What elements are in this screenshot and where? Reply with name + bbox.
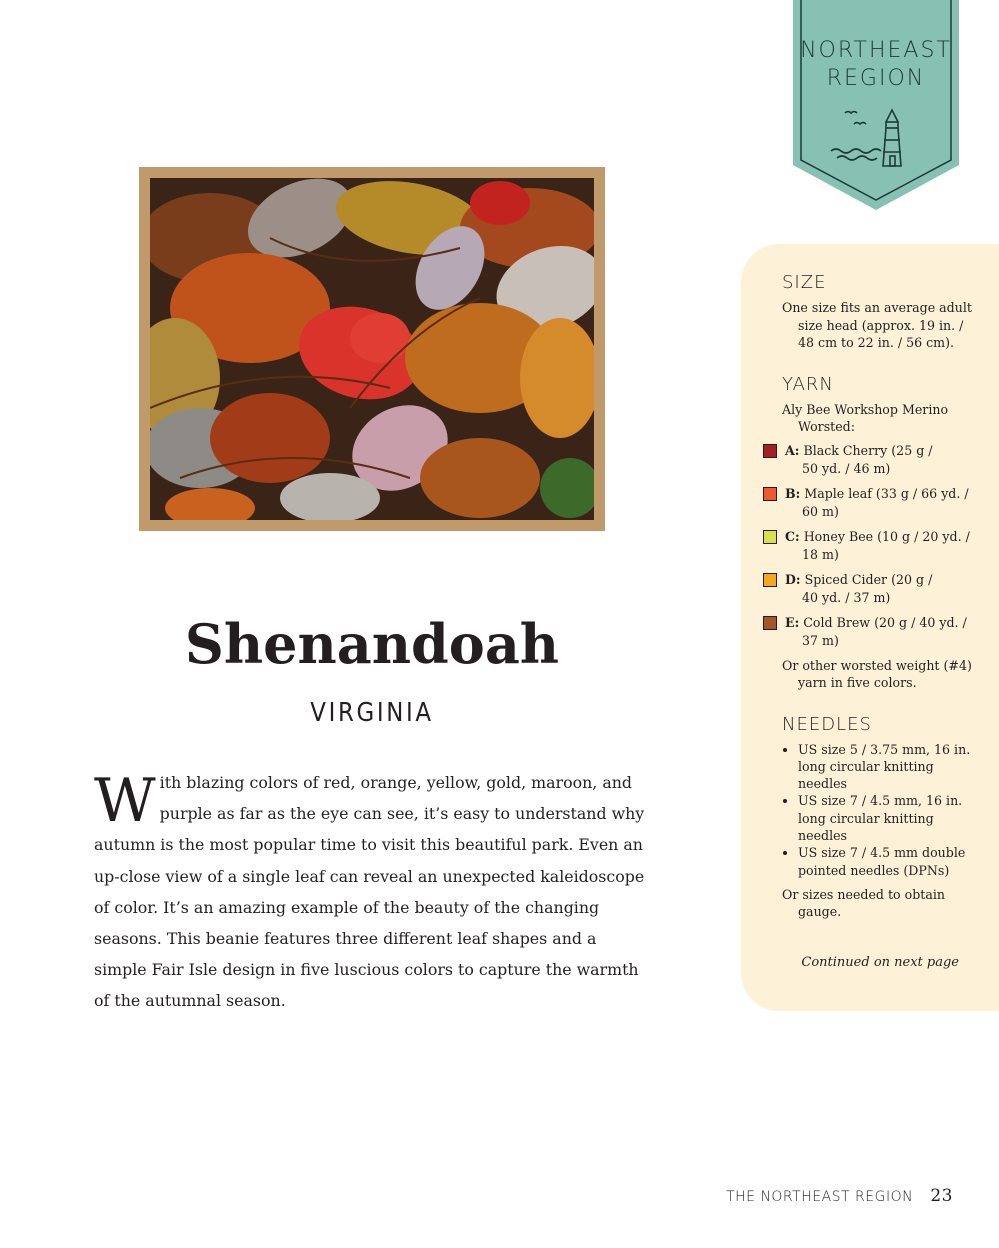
color-desc: Maple leaf (33 g / 66 yd. / [804, 485, 969, 501]
page-footer [726, 1186, 953, 1206]
color-swatch-d [763, 573, 777, 587]
size-section [782, 272, 999, 352]
yarn-color-item [763, 442, 975, 478]
color-desc: Spiced Cider (20 g / [804, 571, 933, 587]
photo-frame [139, 167, 605, 531]
yarn-color-item [763, 614, 975, 650]
yarn-color-item [763, 528, 975, 564]
color-key: E: [785, 614, 800, 630]
continued-note: Continued on next page [801, 954, 959, 970]
needle-item: • US size 5 / 3.75 mm, 16 in. long circular knitting needles [798, 741, 973, 793]
needle-item: • US size 7 / 4.5 mm, 16 in. long circular knitting needles [798, 792, 973, 844]
color-key: A: [785, 442, 800, 458]
intro-text: ith blazing colors of red, orange, yellow, gold, maroon, and purple as far as the eye can see, it’s easy to understand why autumn is the most popular time to visit this beautiful park. Even an up-close view of a single leaf can reveal an unexpected kaleidoscope of color. It’s an amazing example of the beauty of the changing seasons. This beanie features three different leaf shapes and a simple Fair Isle design in five luscious colors to capture the warmth of the autumnal season. [94, 773, 645, 1011]
color-desc-cont: 18 m) [802, 546, 839, 562]
color-desc: Black Cherry (25 g / [803, 442, 933, 458]
size-heading: SIZE [782, 272, 827, 293]
color-desc-cont: 40 yd. / 37 m) [802, 589, 891, 605]
color-swatch-c [763, 530, 777, 544]
size-text: One size fits an average adult size head (approx. 19 in. / 48 cm to 22 in. / 56 cm). [782, 300, 972, 350]
yarn-outro: Or other worsted weight (#4) yarn in five colors. [782, 657, 972, 690]
page-number: 23 [930, 1186, 953, 1206]
yarn-color-item [763, 571, 975, 607]
state-subtitle: VIRGINIA [310, 698, 434, 728]
region-banner [793, 0, 959, 212]
autumn-leaves-photo [150, 178, 594, 520]
needles-outro: Or sizes needed to obtain gauge. [782, 886, 945, 920]
color-desc-cont: 50 yd. / 46 m) [802, 460, 891, 476]
color-key: D: [785, 571, 801, 587]
needles-section [782, 714, 999, 921]
color-desc-cont: 60 m) [802, 503, 839, 519]
needle-item: • US size 7 / 4.5 mm double pointed needles (DPNs) [798, 844, 973, 879]
color-swatch-b [763, 487, 777, 501]
needles-heading: NEEDLES [782, 713, 872, 735]
color-key: B: [785, 485, 801, 501]
color-desc-cont: 37 m) [802, 632, 839, 648]
yarn-section [782, 374, 999, 692]
footer-section-title: THE NORTHEAST REGION [726, 1189, 914, 1205]
yarn-heading: YARN [782, 373, 834, 395]
color-swatch-a [763, 444, 777, 458]
yarn-color-list [763, 442, 999, 650]
pattern-info-sidebar [741, 244, 999, 1011]
needle-list [782, 741, 973, 879]
banner-shape [793, 0, 959, 212]
banner-line-1: NORTHEAST [800, 38, 952, 63]
banner-line-2: REGION [826, 66, 926, 91]
yarn-intro: Aly Bee Workshop Merino Worsted: [782, 401, 949, 434]
color-desc: Cold Brew (20 g / 40 yd. / [803, 614, 967, 630]
page-title: Shenandoah [184, 612, 560, 676]
intro-paragraph [94, 767, 649, 1017]
color-desc: Honey Bee (10 g / 20 yd. / [803, 528, 970, 544]
color-key: C: [785, 528, 800, 544]
yarn-color-item [763, 485, 975, 521]
banner-title [793, 37, 959, 93]
color-swatch-e [763, 616, 777, 630]
drop-cap: W [94, 766, 156, 836]
